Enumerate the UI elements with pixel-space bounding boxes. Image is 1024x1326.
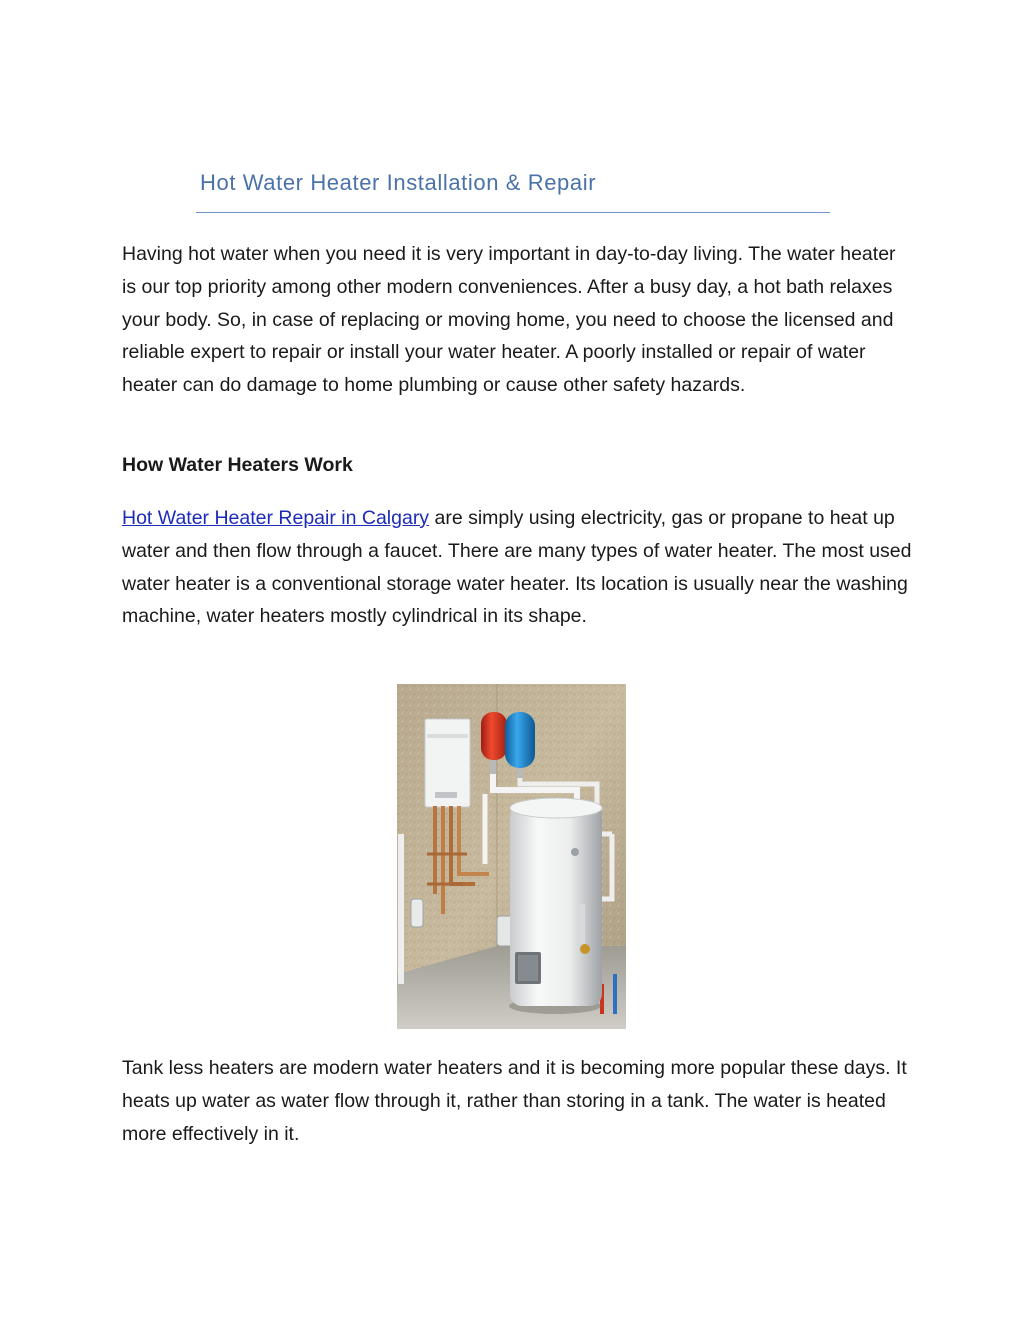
document-title: Hot Water Heater Installation & Repair: [200, 170, 597, 195]
closing-paragraph: Tank less heaters are modern water heaters and it is becoming more popular these days. It heats up water as water flow through it, rather than storing in a tank. The water is heated more effectively in it.: [122, 1057, 907, 1145]
red-expansion-tank: [481, 712, 507, 760]
section-heading: How Water Heaters Work: [122, 454, 353, 476]
water-heater-photo: [397, 684, 626, 1029]
blue-expansion-tank: [505, 712, 535, 768]
title-underline-rule: [196, 212, 830, 213]
intro-paragraph: Having hot water when you need it is very important in day-to-day living. The water heater is our top priority among other modern conveniences. After a busy day, a hot bath relaxes your body. So, in case of replacing or moving home, you need to choose the licensed and reliable expert to repair or install your water heater. A poorly installed or repair of water heater can do damage to home plumbing or cause other safety hazards.: [122, 243, 896, 397]
section-paragraph: [122, 502, 912, 633]
section-paragraph-text: are simply using electricity, gas or propane to heat up water and then flow through a faucet. There are many types of water heater. The most used water heater is a conventional storage water heater. Its location is usually near the washing machine, water heaters mostly cylindrical in its shape.: [122, 507, 912, 628]
calgary-repair-link[interactable]: Hot Water Heater Repair in Calgary: [122, 507, 430, 529]
